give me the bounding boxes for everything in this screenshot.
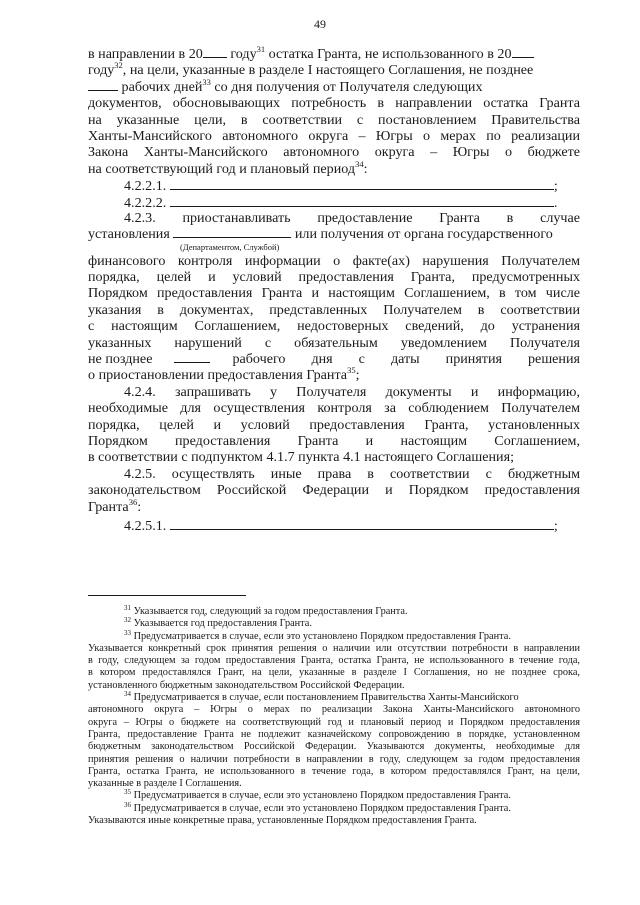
item-4-2-5-line2: законодательством Российской Федерации и Порядком предоставления <box>88 482 580 499</box>
footnote-separator <box>88 595 246 596</box>
footnotes <box>88 606 580 827</box>
footnote-34-line6: принятия решения о наличии потребности в направлении в году, следующем за годом предоставления <box>88 753 580 765</box>
item-4-2-5-line1: 4.2.5. осуществлять иные права в соответствии с бюджетным <box>124 465 580 482</box>
footnote-36: $^{36}$ Предусматривается в случае, если это установлено Порядком предоставления Гранта. <box>124 800 511 814</box>
footnote-32: $^{32}$ Указывается год предоставления Гранта. <box>124 616 312 630</box>
fill-line <box>170 177 554 190</box>
footnote-33-line5: установленного бюджетным законодательством Российской Федерации. <box>88 679 405 691</box>
item-4-2-3-line10: о приостановлении предоставления Гранта$^{35}$; <box>88 365 360 384</box>
footnote-34-line5: бюджетным законодательством Российской Федерации. Указываются документы, необходимые для <box>88 741 580 753</box>
footnote-ref-34: 34 <box>355 158 364 169</box>
para1-line1: в направлении в 20 году$^{31}$ остатка Гранта, не использованного в 20 <box>88 46 580 62</box>
footnote-34-line8: указанные в разделе I Соглашения. <box>88 778 242 790</box>
footnote-34-line4: Гранта, предоставление Гранта не подлежит казначейскому сопровождению в порядке, установленном <box>88 728 580 740</box>
para1-line5: на указанные цели, в соответствии с постановлением Правительства <box>88 111 580 128</box>
item-4-2-4-line1: 4.2.4. запрашивать у Получателя документы и информацию, <box>124 383 580 400</box>
footnote-ref-33: 33 <box>202 76 211 87</box>
para1-line2: году$^{32}$, на цели, указанные в разделе I настоящего Соглашения, не позднее <box>88 60 534 79</box>
year-blank <box>203 46 227 58</box>
footnote-33-line3: в году, следующем за годом предоставления Гранта, остатка Гранта, не использованного в течение года, <box>88 655 580 667</box>
fill-line <box>170 194 554 207</box>
blank-caption: (Департаментом, Службой) <box>180 241 280 252</box>
item-4-2-3-line7: с настоящим Соглашением, недостоверных сведений, до устранения <box>88 318 580 335</box>
item-4-2-3-line6: указания в документах, представленных Получателем в соответствии <box>88 301 580 318</box>
year-blank <box>512 46 534 58</box>
item-4-2-3-line9: не позднее рабочего дня с даты принятия решения <box>88 351 580 368</box>
footnote-ref-35: 35 <box>347 365 356 376</box>
para1-line6: Ханты-Мансийского автономного округа – Югры о мерах по реализации <box>88 127 580 144</box>
footnote-35: $^{35}$ Предусматривается в случае, если это установлено Порядком предоставления Гранта. <box>124 788 511 802</box>
item-4-2-2-2: 4.2.2.2. . <box>124 194 558 211</box>
item-4-2-4-line4: Порядком предоставления Гранта и настоящим Соглашением, <box>88 432 580 449</box>
item-4-2-3-line5: Порядком предоставления Гранта и настоящим Соглашением, в том числе <box>88 285 580 302</box>
fill-line <box>170 517 554 530</box>
item-4-2-3-line1: 4.2.3. приостанавливать предоставление Гранта в случае <box>124 209 580 226</box>
item-4-2-3-line8: указанных нарушений с обязательным уведомлением Получателя <box>88 334 580 351</box>
footnote-34-line2: автономного округа – Югры о мерах по реализации Закона Ханты-Мансийского автономного <box>88 704 580 716</box>
footnote-34: $^{34}$ Предусматривается в случае, если постановлением Правительства Ханты-Мансийского <box>124 690 519 704</box>
item-4-2-3-line3: финансового контроля информации о факте(ах) нарушения Получателем <box>88 252 580 269</box>
para1-line7: Закона Ханты-Мансийского автономного округа – Югры о бюджете <box>88 144 580 161</box>
para1-line8: на соответствующий год и плановый период$^{34}$: <box>88 158 368 177</box>
item-4-2-5-line3: Гранта$^{36}$: <box>88 496 142 515</box>
footnote-ref-31: 31 <box>256 44 266 54</box>
footnote-33-line2: Указывается конкретный срок принятия решения о наличии или отсутствии потребности в направлении <box>88 642 580 654</box>
item-4-2-2-1: 4.2.2.1. ; <box>124 178 558 195</box>
footnote-33: $^{33}$ Предусматривается в случае, если это установлено Порядком предоставления Гранта. <box>124 628 511 642</box>
footnote-ref-36: 36 <box>128 496 138 507</box>
days-blank <box>88 79 118 91</box>
item-4-2-5-1: 4.2.5.1. ; <box>124 517 558 534</box>
item-4-2-3-line2: установления или получения от органа государственного <box>88 226 553 243</box>
days-blank <box>174 351 210 363</box>
footnote-ref-32: 32 <box>114 60 123 71</box>
item-4-2-4-line5: в соответствии с подпунктом 4.1.7 пункта 4.1 настоящего Соглашения; <box>88 449 514 466</box>
footnote-34-line7: Гранта, остатка Гранта, не использованного в течение года, в котором предоставлялся Грант, на цели, <box>88 765 580 777</box>
item-4-2-3-line4: порядка, целей и условий предоставления Гранта, предусмотренных <box>88 269 580 286</box>
footnote-34-line3: округа – Югры о бюджете на соответствующий год и плановый период и Порядком предоставления <box>88 716 580 728</box>
item-4-2-4-line3: порядка, целей и условий предоставления Гранта, установленных <box>88 416 580 433</box>
footnote-31: $^{31}$ Указывается год, следующий за годом предоставления Гранта. <box>124 604 408 617</box>
body-text <box>88 46 580 533</box>
item-4-2-4-line2: необходимые для осуществления контроля за соблюдением Получателем <box>88 400 580 417</box>
para1-line4: документов, обосновывающих потребность в направлении остатка Гранта <box>88 95 580 112</box>
footnote-36-line2: Указываются иные конкретные права, установленные Порядком предоставления Гранта. <box>88 815 477 827</box>
footnote-33-line4: в котором предоставлялся Грант, на цели, указанные в разделе I Соглашения, но не позднее срока, <box>88 667 580 679</box>
authority-blank <box>173 226 291 238</box>
para1-line3: рабочих дней$^{33}$ со дня получения от Получателя следующих <box>88 79 580 95</box>
page-number: 49 <box>314 17 326 31</box>
